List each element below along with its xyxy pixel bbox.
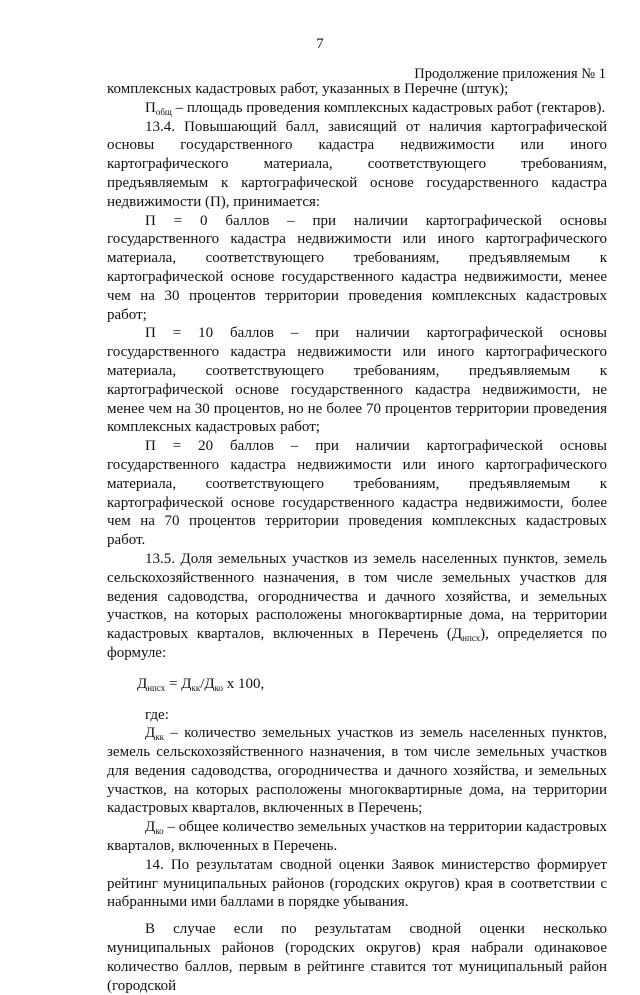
formula-eq: = Д [165, 675, 192, 692]
appendix-note: Продолжение приложения № 1 [414, 66, 606, 82]
clause-13-4: 13.4. Повышающий балл, зависящий от наличия картографической основы государственного кадастра недвижимости или иного картографического материала, соответствующего требованиям, предъявляемым к картографической основе государственного кадастра недвижимости (П), принимается: [107, 118, 607, 210]
definition-area-paragraph [107, 99, 607, 118]
clause-text: 13.5. Доля земельных участков из земель населенных пунктов, земель сельскохозяйственного назначения, в том числе земельных участков для ведения садоводства, огородничества и дачного хозяйства, и земельных участков, на которых расположены многоквартирные дома, на территории кадастровых кварталов, включенных в Перечень (Д [107, 550, 607, 643]
definition-text: – площадь проведения комплексных кадастровых работ (гектаров). [171, 99, 606, 116]
symbol-subscript: ко [155, 826, 164, 837]
formula-lhs-subscript: нпсх [147, 682, 166, 693]
paragraph-tie-rule: В случае если по результатам сводной оценки несколько муниципальных районов (городских округов) края набрали одинаковое количество баллов, первым в рейтинге ставится тот муниципальный район (городской [107, 921, 607, 994]
formula [107, 675, 607, 694]
where-label: где: [145, 706, 169, 723]
formula-tail: х 100, [223, 675, 265, 692]
page-number: 7 [316, 36, 324, 52]
score-20-paragraph: П = 20 баллов – при наличии картографической основы государственного кадастра недвижимости или иного картографического материала, соответствующего требованиям, предъявляемым к картографической основе государственного кадастра недвижимости, более чем на 70 процентов территории проведения комплексных кадастровых работ. [107, 438, 607, 549]
definition-dko-paragraph [107, 818, 607, 856]
score-10-paragraph: П = 10 баллов – при наличии картографической основы государственного кадастра недвижимости или иного картографического материала, соответствующего требованиям, предъявляемым к картографической основе государственного кадастра недвижимости, не менее чем на 30 процентов, но не более 70 процентов территории проведения комплексных кадастровых работ; [107, 325, 607, 436]
formula-lhs: Д [137, 675, 148, 692]
formula-denominator-subscript: ко [214, 682, 224, 693]
score-0-paragraph: П = 0 баллов – при наличии картографической основы государственного кадастра недвижимости или иного картографического материала, соответствующего требованиям, предъявляемым к картографической основе государственного кадастра недвижимости, менее чем на 30 процентов территории проведения комплексных кадастровых работ; [107, 212, 607, 323]
definition-dkk-paragraph [107, 724, 607, 818]
clause-13-5 [107, 550, 607, 663]
symbol: Д [145, 725, 156, 742]
symbol: Д [145, 819, 156, 836]
paragraph: комплексных кадастровых работ, указанных в Перечне (штук); [107, 81, 509, 97]
formula-numerator-subscript: кк [191, 682, 201, 693]
definition-text: – количество земельных участков из земель населенных пунктов, земель сельскохозяйственного назначения, в том числе земельных участков для ведения садоводства, огородничества и дачного хозяйства, и земельных участков, на которых расположены многоквартирные дома, на территории кадастровых кварталов, включенных в Перечень; [107, 725, 607, 817]
symbol-subscript: кк [155, 732, 164, 743]
formula-slash: /Д [200, 675, 215, 692]
definition-text: – общее количество земельных участков на территории кадастровых кварталов, включенных в Перечень. [107, 819, 607, 855]
clause-14: 14. По результатам сводной оценки Заявок министерство формирует рейтинг муниципальных районов (городских округов) края в соответствии с набранными ими баллами в порядке убывания. [107, 856, 607, 911]
symbol: П [145, 99, 156, 116]
symbol-subscript: общ [155, 106, 172, 117]
document-body [107, 80, 607, 995]
symbol-subscript: нпсх [462, 633, 481, 644]
clause-text-tail: ), определяется по формуле: [107, 626, 607, 661]
